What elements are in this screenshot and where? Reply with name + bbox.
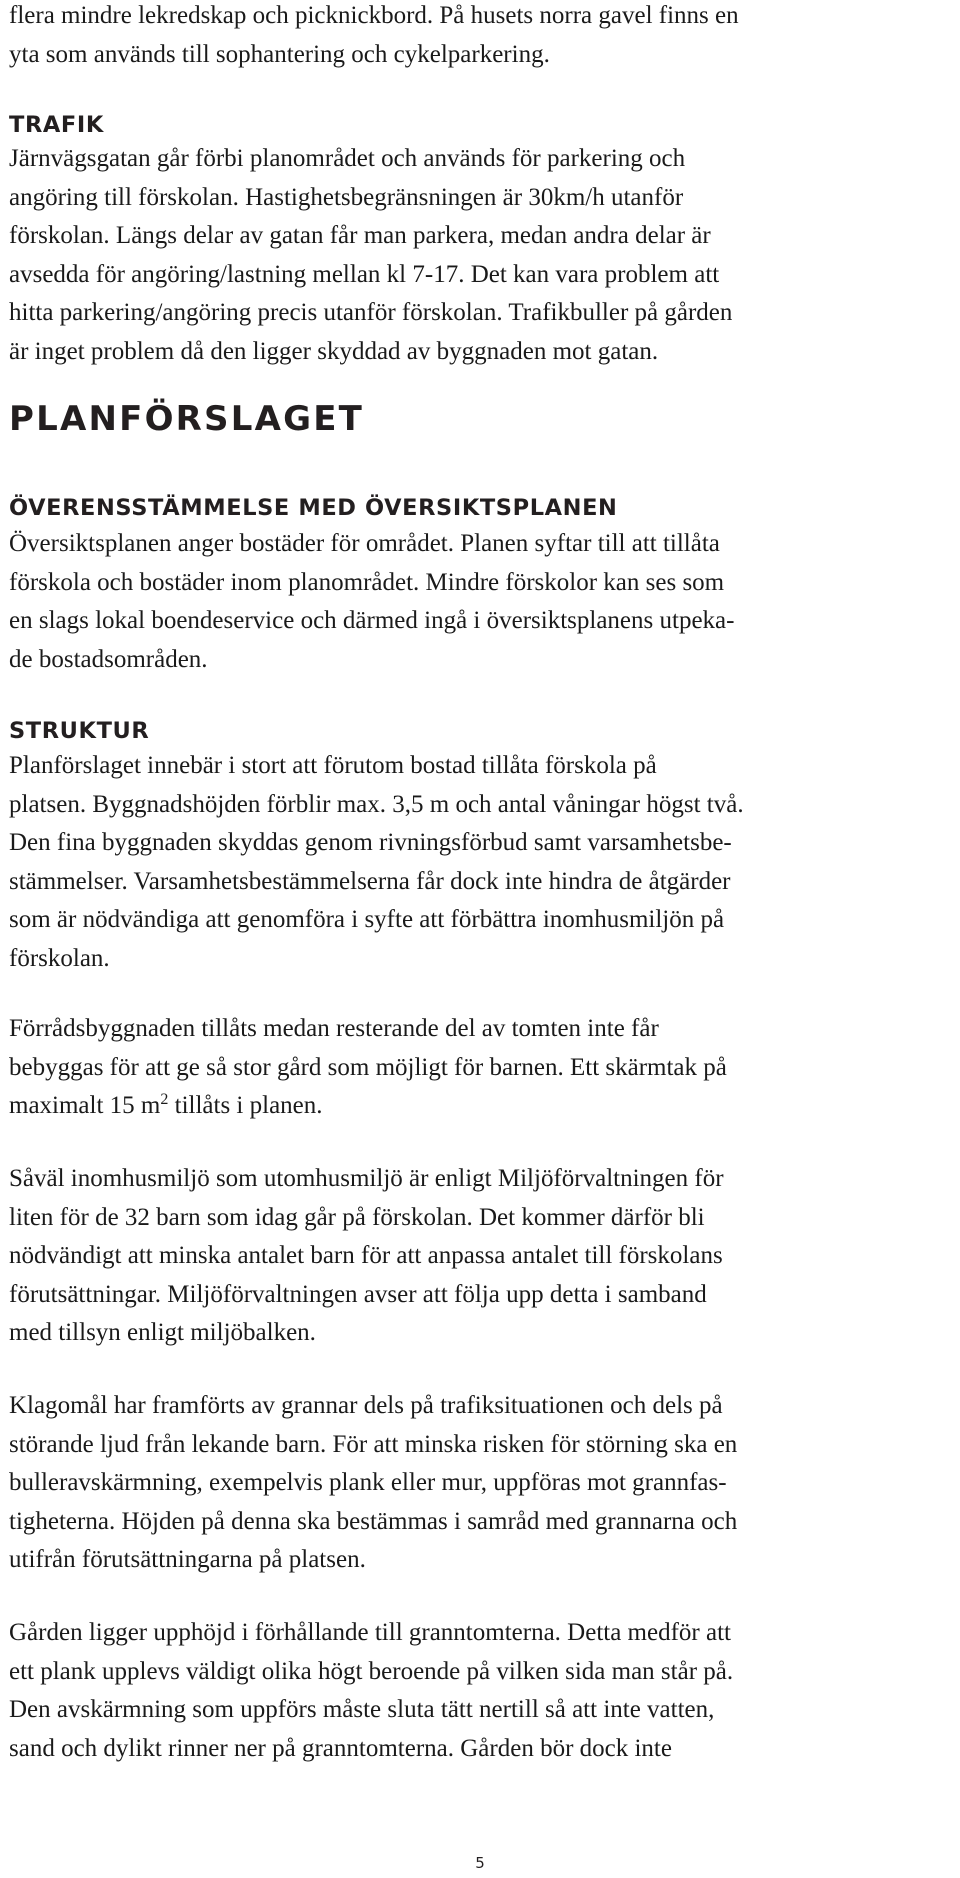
overensstammelse-heading: ÖVERENSSTÄMMELSE MED ÖVERSIKTSPLANEN <box>9 495 618 521</box>
struktur-paragraph-3: Såväl inomhusmiljö som utomhusmiljö är enligt Miljöförvaltningen för liten för de 32 barn som idag går på förskolan. Det kommer därför bli nödvändigt att minska antalet barn för att anpassa antalet till förskolans förutsättningar. Miljöförvaltningen avser att följa upp detta i samband med tillsyn enligt miljöbalken. <box>9 1165 724 1346</box>
planforslaget-heading: PLANFÖRSLAGET <box>9 399 365 439</box>
struktur-paragraph-4: Klagomål har framförts av grannar dels på trafiksituationen och dels på störande ljud från lekande barn. För att minska risken för störning ska en bulleravskärmning, exempelvis plank eller mur, uppföras mot grannfas- tigheterna. Höjden på denna ska bestämmas i samråd med grannarna och utifrån förutsättningarna på platsen. <box>9 1392 738 1573</box>
struktur-paragraph-5: Gården ligger upphöjd i förhållande till granntomterna. Detta medför att ett plank upplevs väldigt olika högt beroende på vilken sida man står på. Den avskärmning som uppförs måste sluta tätt nertill så att inte vatten, sand och dylikt rinner ner på granntomterna. Gården bör dock inte <box>9 1619 734 1762</box>
superscript-2: 2 <box>160 1091 169 1108</box>
struktur-paragraph-1: Planförslaget innebär i stort att förutom bostad tillåta förskola på platsen. Byggnadshöjden förblir max. 3,5 m och antal våningar högst två. Den fina byggnaden skyddas genom rivningsförbud samt varsamhetsbe- stämmelser. Varsamhetsbestämmelserna får dock inte hindra de åtgärder som är nödvändiga att genomföra i syfte att förbättra inomhusmiljön på förskolan. <box>9 752 744 972</box>
struktur-heading: STRUKTUR <box>9 718 150 744</box>
struktur-paragraph-2-text: Förrådsbyggnaden tillåts medan resterande del av tomten inte får bebyggas för att ge så stor gård som möjligt för barnen. Ett skärmtak på maximalt 15 m <box>9 1015 727 1119</box>
trafik-paragraph: Järnvägsgatan går förbi planområdet och används för parkering och angöring till förskolan. Hastighetsbegränsningen är 30km/h utanför förskolan. Längs delar av gatan får man parkera, medan andra delar är avsedda för angöring/lastning mellan kl 7-17. Det kan vara problem att hitta parkering/angöring precis utanför förskolan. Trafikbuller på gården är inget problem då den ligger skyddad av byggnaden mot gatan. <box>9 145 733 365</box>
struktur-paragraph-2 <box>9 1010 727 1126</box>
overensstammelse-paragraph: Översiktsplanen anger bostäder för området. Planen syftar till att tillåta förskola och bostäder inom planområdet. Mindre förskolor kan ses som en slags lokal boendeservice och därmed ingå i översiktsplanens utpeka- de bostadsområden. <box>9 530 735 673</box>
page-number: 5 <box>475 1854 485 1872</box>
trafik-heading: TRAFIK <box>9 112 104 138</box>
intro-paragraph: flera mindre lekredskap och picknickbord. På husets norra gavel finns en yta som används till sophantering och cykelparkering. <box>9 2 739 68</box>
struktur-paragraph-2-tail: tillåts i planen. <box>168 1092 323 1119</box>
